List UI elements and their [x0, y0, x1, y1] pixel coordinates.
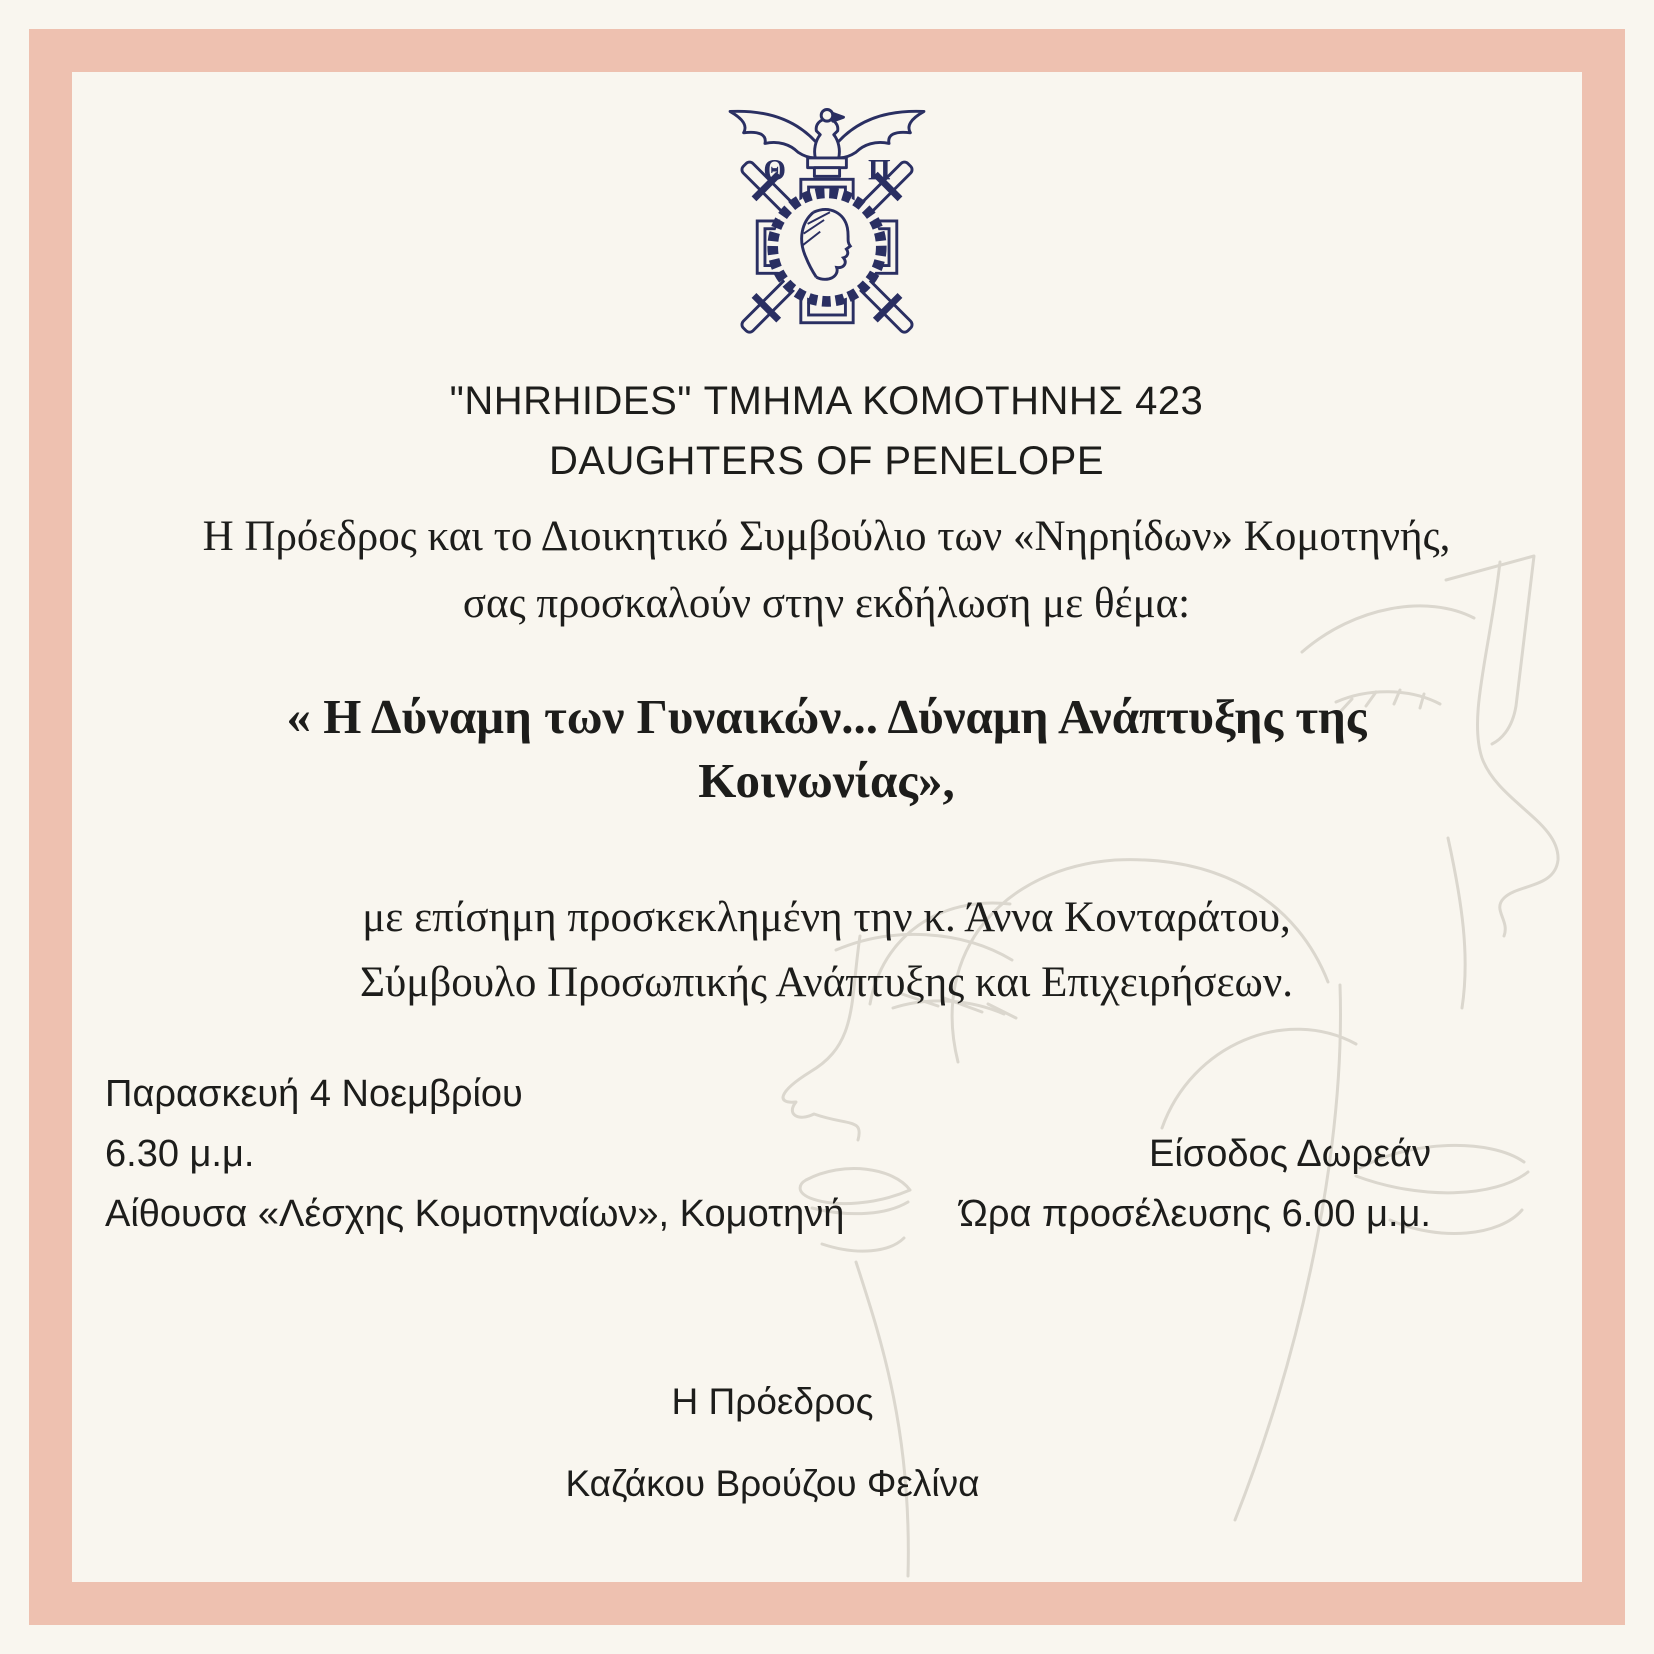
- org-header: [72, 371, 1581, 491]
- guest-line1: με επίσημη προσκεκλημένη την κ. Άννα Κονταράτου,: [362, 894, 1291, 941]
- logo-letter-theta: Θ: [762, 154, 786, 187]
- intro-text: [72, 503, 1581, 637]
- event-date: Παρασκευή 4 Νοεμβρίου: [105, 1073, 523, 1115]
- org-name-line1: "NHRHIDES" ΤΜΗΜΑ ΚΟΜΟΤΗΝΗΣ 423: [449, 379, 1204, 423]
- event-venue: Αίθουσα «Λέσχης Κομοτηναίων», Κομοτηνή: [105, 1193, 845, 1235]
- details-row-venue: [105, 1191, 1431, 1237]
- event-time: 6.30 μ.μ.: [105, 1133, 255, 1175]
- org-name-line2: DAUGHTERS OF PENELOPE: [548, 439, 1105, 483]
- signature-name: Καζάκου Βρούζου Φελίνα: [565, 1463, 980, 1504]
- event-details: [72, 1071, 1581, 1237]
- event-title-line2: Κοινωνίας»,: [698, 753, 955, 808]
- details-row-time: [105, 1131, 1431, 1177]
- invitation-content: [72, 72, 1581, 1578]
- event-title: [72, 685, 1581, 813]
- daughters-of-penelope-emblem-icon: [701, 94, 953, 346]
- details-row-date: [105, 1071, 1431, 1117]
- guest-line2: Σύμβουλο Προσωπικής Ανάπτυξης και Επιχειρήσεων.: [359, 959, 1294, 1006]
- event-title-line1: « Η Δύναμη των Γυναικών... Δύναμη Ανάπτυξης της: [286, 689, 1367, 744]
- logo-letter-pi: Π: [867, 154, 891, 187]
- intro-line2: σας προσκαλούν στην εκδήλωση με θέμα:: [462, 580, 1191, 627]
- signature-block: [18, 1377, 1527, 1509]
- event-entry: Είσοδος Δωρεάν: [1148, 1133, 1431, 1175]
- event-arrival-time: Ώρα προσέλευσης 6.00 μ.μ.: [959, 1193, 1431, 1235]
- logo-container: [72, 94, 1581, 351]
- guest-text: [72, 885, 1581, 1015]
- signature-role: Η Πρόεδρος: [671, 1381, 874, 1422]
- intro-line1: Η Πρόεδρος και το Διοικητικό Συμβούλιο των «Νηρηίδων» Κομοτηνής,: [202, 513, 1451, 560]
